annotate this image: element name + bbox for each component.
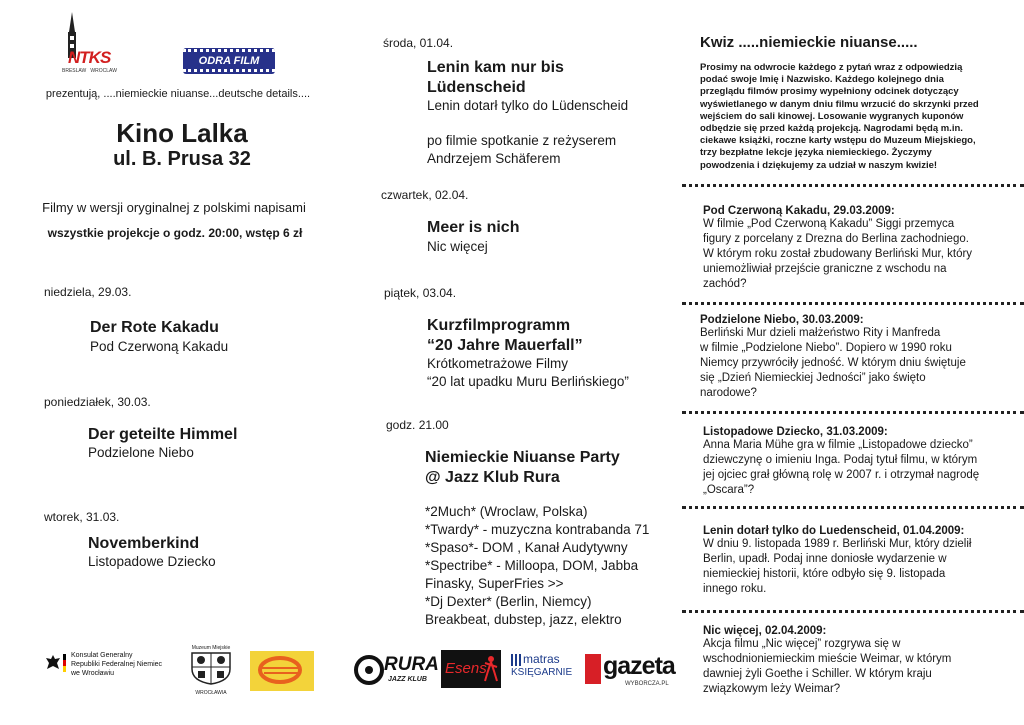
gazeta-wordmark: gazeta [603,652,675,680]
gazeta-logo [585,652,675,690]
question-line: W którym roku został zbudowany Berliński Mur, który [703,248,973,260]
film-subtitle: Lenin dotarł tylko do Lüdenscheid [427,98,629,113]
question-line: Berlin, upadł. Podaj inne doniosłe wydarzenie w [703,553,947,565]
eagle-icon [45,654,61,672]
info-bold-line: wszystkie projekcje o godz. 20:00, wstęp 6 zł [47,226,303,240]
consulate-text [71,651,162,678]
rura-subtitle: JAZZ KLUB [388,676,427,683]
city-crest-icon [188,651,234,685]
record-icon [354,655,384,685]
question-line: Niemcy przywróciły jedność. W którym dniu świętuje [700,357,966,369]
film-title-line2: Lüdenscheid [427,79,526,96]
question-line: W filmie „Pod Czerwoną Kakadu” Siggi przemyca [703,218,955,230]
question-line: się „Dzień Niemieckiej Jedności” jako święto [700,372,926,384]
schedule-date: niedziela, 29.03. [44,285,132,299]
esens-logo [441,650,501,688]
question-line: „Oscara”? [703,484,755,496]
question-line: innego roku. [703,583,767,595]
film-title-line1: Kurzfilmprogramm [427,317,571,334]
venue-address: ul. B. Prusa 32 [113,148,251,170]
meeting-line2: Andrzejem Schäferem [427,151,561,166]
dotted-divider [682,506,1024,509]
sun-waves-icon [250,651,314,691]
lineup-item: *Spectribe* - Milloopa, DOM, Jabba [425,558,639,573]
ntks-logo [60,10,124,78]
dotted-divider [682,184,1024,187]
dotted-divider [682,610,1024,613]
schedule-date: wtorek, 31.03. [44,510,120,524]
presents-line: prezentują, ....niemieckie niuanse...deutsche details.... [45,88,311,100]
museum-logo [188,645,234,695]
ntks-subtitle: BRESLAW WROCLAW [62,68,117,74]
quiz-question [700,314,1010,401]
quiz-intro [700,62,1000,172]
question-title: Podzielone Niebo, 30.03.2009: [700,314,864,326]
question-line: narodowe? [700,387,757,399]
schedule-date: poniedziałek, 30.03. [44,395,151,409]
quiz-intro-line: odbędzie się przed każdą projekcją. Nagrodami będą m.in. [700,123,963,135]
question-line: uniemożliwiał przejście graniczne z wschodu na [703,263,947,275]
info-line: Filmy w wersji oryginalnej z polskimi napisami [42,200,306,215]
question-line: Anna Maria Mühe gra w filmie „Listopadowe dziecko” [703,439,973,451]
film-subtitle: Listopadowe Dziecko [88,554,216,569]
lineup-item: *Dj Dexter* (Berlin, Niemcy) [425,594,592,609]
consulate-flag [63,654,66,672]
museum-bottom-text: WROCŁAWIA [195,690,227,696]
lineup-item: Breakbeat, dubstep, jazz, elektro [425,612,622,627]
film-subtitle: Nic więcej [427,239,488,254]
dotted-divider [682,302,1024,305]
matras-wordmark: matras [523,652,560,666]
question-line: w filmie „Podzielone Niebo”. Dopiero w 1990 roku [700,342,952,354]
schedule-date: czwartek, 02.04. [381,188,469,202]
matras-logo [511,652,575,682]
question-line: figury z porcelany z Drezna do Berlina zachodniego. [703,233,969,245]
film-title: Der geteilte Himmel [88,426,238,443]
rura-wordmark: RURA [384,654,439,675]
consulate-line: we Wrocławiu [71,670,115,677]
quiz-intro-line: Prosimy na odwrocie każdego z pytań wraz z odpowiedzią [700,62,963,73]
question-line: W dniu 9. listopada 1989 r. Berliński Mur, który dzielił [703,538,972,550]
lineup-item: *Spaso*- DOM , Kanał Audytywny [425,540,628,555]
quiz-intro-line: ciekawe książki, roczne karty wstępu do Muzeum Miejskiego, [700,135,976,147]
question-line: niemieckiej historii, które odbyło się 9. listopada [703,568,946,580]
party-title-line1: Niemieckie Niuanse Party [425,449,620,466]
quiz-question [703,426,1013,498]
lineup-item: *Twardy* - muzyczna kontrabanda 71 [425,522,650,537]
matras-subtitle: KSIĘGARNIE [511,667,573,678]
schedule-date: piątek, 03.04. [384,286,457,300]
meeting-line1: po filmie spotkanie z reżyserem [427,133,617,148]
museum-top-text: Muzeum Miejskie [191,645,231,651]
quiz-intro-line: wejściem do sali kinowej. Losowanie wygranych kuponów [700,110,964,122]
question-line: zachód? [703,278,747,290]
party-time: godz. 21.00 [386,418,449,432]
orange-sponsor-logo [250,651,314,691]
question-line: związkowym leży Weimar? [703,683,841,695]
quiz-question [703,625,1013,697]
consulate-line: Konsulat Generalny [71,652,133,659]
question-line: dziewczynę o imieniu Inga. Podaj tytuł filmu, w którym [703,454,978,466]
quiz-question [703,525,1018,597]
quiz-intro-line: trzy bezpłatne lekcje języka niemieckiego. Życzymy [700,147,932,159]
venue-name: Kino Lalka [116,118,248,148]
quiz-intro-line: wyświetlanego w danym dniu filmu wrzucić do skrzynki przed [700,98,979,110]
rura-jazz-logo [354,652,439,688]
film-title: Meer is nich [427,219,520,236]
esens-wordmark: Esens [445,660,487,677]
quiz-intro-line: przeglądu filmów prosimy wypełniony odcinek dotyczący [700,86,959,98]
quiz-title: Kwiz .....niemieckie niuanse..... [700,34,918,51]
ntks-wordmark: NTKS [68,48,111,67]
party-title-line2: @ Jazz Klub Rura [425,469,560,486]
question-line: dawniej żyli Goethe i Schiller. W którym kraju [703,668,932,680]
film-subtitle: Podzielone Niebo [88,445,194,460]
odra-film-wordmark: ODRA FILM [198,55,260,67]
dotted-divider [682,411,1024,414]
odra-film-logo [183,48,275,74]
film-title-line1: Lenin kam nur bis [427,59,564,76]
question-line: Berliński Mur dzieli małżeństwo Rity i Manfreda [700,327,941,339]
dancer-icon [483,655,499,683]
gazeta-subtitle: WYBORCZA.PL [625,681,669,687]
question-line: jej ojciec grał główną rolę w 2007 r. i otrzymał nagrodę [703,469,980,481]
question-title: Lenin dotarł tylko do Luedenscheid, 01.04.2009: [703,525,965,537]
film-subtitle-line1: Krótkometrażowe Filmy [427,356,569,371]
consulate-line: Republiki Federalnej Niemiec [71,661,163,668]
question-title: Nic więcej, 02.04.2009: [703,625,827,637]
schedule-date: środa, 01.04. [383,36,454,50]
quiz-intro-line: powodzenia i dziękujemy za udział w naszym kwizie! [700,159,938,171]
lineup-item: *2Much* (Wroclaw, Polska) [425,504,588,519]
lineup-item: Finasky, SuperFries >> [425,576,564,591]
question-title: Listopadowe Dziecko, 31.03.2009: [703,426,888,438]
question-title: Pod Czerwoną Kakadu, 29.03.2009: [703,205,895,217]
quiz-question [703,205,1013,292]
books-icon [511,654,521,666]
question-line: wschodnioniemieckim mieście Weimar, w którym [703,653,952,665]
film-title-line2: “20 Jahre Mauerfall” [427,337,583,354]
quiz-intro-line: podać swoje Imię i Nazwisko. Każdego kolejnego dnia [700,74,944,86]
question-line: Akcja filmu „Nic więcej” rozgrywa się w [703,638,901,650]
film-title: Der Rote Kakadu [90,319,219,336]
gazeta-red-mark [585,654,601,684]
consulate-logo [45,650,175,686]
film-subtitle: Pod Czerwoną Kakadu [90,339,229,354]
film-title: Novemberkind [88,535,200,552]
film-subtitle-line2: “20 lat upadku Muru Berlińskiego” [427,374,629,389]
film-strip-bottom [183,69,275,74]
